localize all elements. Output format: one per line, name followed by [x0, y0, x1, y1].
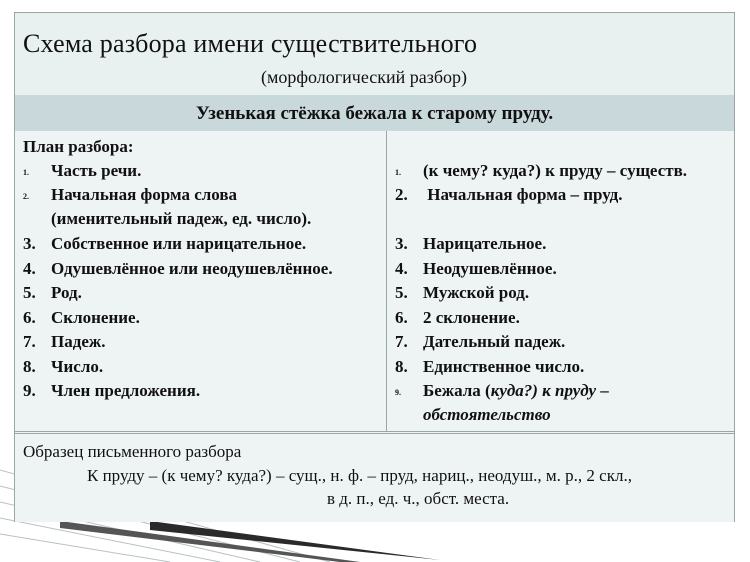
plan-item: [23, 259, 333, 279]
plan-item: [23, 185, 237, 205]
answer-item-text: Единственное число.: [423, 357, 585, 376]
answer-item-number: 2.: [395, 185, 408, 204]
plan-heading: План разбора:: [23, 137, 134, 156]
answer-item: [395, 185, 623, 205]
title-panel: [15, 13, 734, 96]
plan-item: [23, 234, 306, 254]
answer-item-text-end: –: [596, 381, 609, 400]
answer-item-text: Нарицательное.: [423, 234, 547, 253]
answer-item: [395, 259, 557, 279]
plan-item-number: 5.: [23, 283, 36, 302]
page-title: Схема разбора имени существительного: [23, 29, 478, 58]
answer-item: [395, 283, 529, 303]
plan-item-number: 9.: [23, 381, 36, 400]
answer-item-text: Начальная форма – пруд.: [423, 185, 623, 204]
sample-line-2: в д. п., ед. ч., обст. места.: [327, 489, 510, 508]
answer-item-number: 1.: [395, 167, 401, 177]
answer-item-number: 3.: [395, 234, 408, 253]
answer-item-number: 8.: [395, 357, 408, 376]
plan-item-number: 2.: [23, 191, 29, 201]
plan-item-text: Падеж.: [51, 332, 106, 351]
plan-panel: [15, 131, 734, 432]
answer-item-number: 7.: [395, 332, 408, 351]
answer-item: [395, 234, 546, 254]
answer-item-text: Мужской род.: [423, 283, 530, 302]
answer-item: [395, 381, 609, 401]
plan-item-number: 1.: [23, 167, 29, 177]
answer-item-number: 9.: [395, 387, 401, 397]
plan-item-number: 4.: [23, 259, 36, 278]
answer-item-text: 2 склонение.: [423, 308, 520, 327]
plan-item-text: Число.: [51, 357, 104, 376]
plan-item: [23, 357, 103, 377]
plan-item-text: Род.: [51, 283, 82, 302]
sample-panel: [15, 433, 734, 522]
example-sentence: Узенькая стёжка бежала к старому пруду.: [195, 103, 554, 124]
plan-item: [23, 308, 140, 328]
plan-item-text: Часть речи.: [51, 161, 142, 180]
column-divider: [386, 131, 387, 431]
answer-item-number: 5.: [395, 283, 408, 302]
plan-item-text: Собственное или нарицательное.: [51, 234, 307, 253]
plan-item-number: 7.: [23, 332, 36, 351]
plan-item-text: Член предложения.: [51, 381, 201, 400]
analysis-sheet: [14, 12, 735, 522]
plan-item-number: 3.: [23, 234, 36, 253]
plan-item: [23, 161, 141, 181]
plan-item-continuation: [23, 209, 311, 229]
plan-item-text: (именительный падеж, ед. число).: [51, 209, 312, 228]
answer-item: [395, 357, 584, 377]
answer-item-number: 4.: [395, 259, 408, 278]
sample-line-1: К пруду – (к чему? куда?) – сущ., н. ф. – пруд, нариц., неодуш., м. р., 2 скл.,: [87, 466, 632, 485]
sample-heading: Образец письменного разбора: [23, 442, 242, 461]
answer-item-text: Дательный падеж.: [423, 332, 566, 351]
answer-item-continuation: [395, 405, 551, 425]
plan-item-text: Начальная форма слова: [51, 185, 238, 204]
plan-item: [23, 332, 105, 352]
answer-item-text: Бежала (: [423, 381, 491, 400]
plan-item-number: 8.: [23, 357, 36, 376]
plan-item-text: Склонение.: [51, 308, 140, 327]
plan-item-number: 6.: [23, 308, 36, 327]
answer-item: [395, 161, 687, 181]
plan-item: [23, 381, 200, 401]
answer-item-italic-text: обстоятельство: [423, 405, 551, 424]
answer-item-text: (к чему? куда?) к пруду – существ.: [423, 161, 688, 180]
answer-item-italic-text: куда?) к пруду: [490, 381, 597, 400]
answer-item-number: 6.: [395, 308, 408, 327]
page-subtitle: (морфологический разбор): [261, 67, 468, 87]
answer-item: [395, 308, 520, 328]
answer-item-text: Неодушевлённое.: [423, 259, 557, 278]
sentence-panel: [15, 95, 734, 132]
plan-item: [23, 283, 82, 303]
answer-item: [395, 332, 565, 352]
plan-item-text: Одушевлённое или неодушевлённое.: [51, 259, 333, 278]
